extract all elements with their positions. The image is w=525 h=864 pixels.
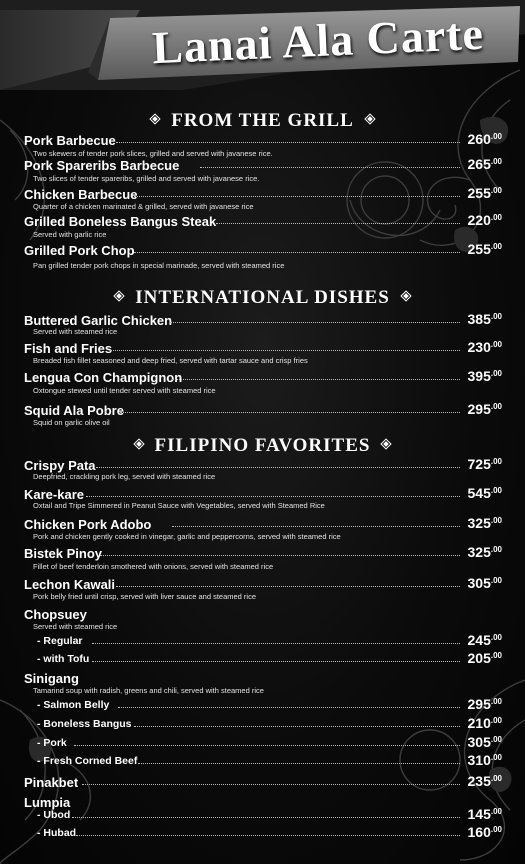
- item-name: Chicken Pork Adobo: [24, 517, 152, 532]
- menu-item: [24, 242, 502, 259]
- item-price: $295^{.00}$: [467, 696, 502, 712]
- item-name: Fish and Fries: [24, 341, 113, 356]
- menu-item: [24, 340, 502, 357]
- item-description: Fillet of beef tenderloin smothered with onions, served with steamed rice: [33, 562, 274, 571]
- menu-item: [24, 516, 502, 533]
- menu-item-variant: [24, 825, 502, 842]
- item-price: $255^{.00}$: [467, 241, 502, 257]
- item-price: $305^{.00}$: [467, 734, 502, 750]
- item-name: Buttered Garlic Chicken: [24, 313, 173, 328]
- item-price: $260^{.00}$: [467, 131, 502, 147]
- item-price: $160^{.00}$: [467, 824, 502, 840]
- menu-item: [24, 157, 502, 174]
- item-description: Served with steamed rice: [33, 327, 118, 336]
- dot-leader: [82, 784, 460, 785]
- item-price: $255^{.00}$: [467, 185, 502, 201]
- dot-leader: [116, 586, 460, 587]
- dot-leader: [134, 726, 460, 727]
- menu-item-variant: [24, 753, 502, 770]
- diamond-icon: [400, 290, 411, 301]
- menu-item-group: [24, 606, 502, 623]
- dot-leader: [74, 745, 460, 746]
- menu-item: [24, 369, 502, 386]
- menu-item: [24, 213, 502, 230]
- item-name: Pork Spareribs Barbecue: [24, 158, 180, 173]
- menu-item-variant: [24, 633, 502, 650]
- item-name: Grilled Pork Chop: [24, 243, 135, 258]
- section-heading-international: INTERNATIONAL DISHES: [0, 287, 525, 309]
- menu-item: [24, 774, 502, 791]
- item-name: Chopsuey: [24, 607, 87, 622]
- item-name: Lengua Con Champignon: [24, 370, 183, 385]
- item-price: $310^{.00}$: [467, 752, 502, 768]
- item-price: $235^{.00}$: [467, 773, 502, 789]
- diamond-icon: [381, 438, 392, 449]
- item-price: $395^{.00}$: [467, 368, 502, 384]
- item-description: Deepfried, crackling pork leg, served with steamed rice: [33, 472, 216, 481]
- dot-leader: [86, 496, 460, 497]
- item-price: $205^{.00}$: [467, 650, 502, 666]
- dot-leader: [200, 167, 460, 168]
- item-name: Grilled Boneless Bangus Steak: [24, 214, 217, 229]
- dot-leader: [172, 526, 460, 527]
- diamond-icon: [150, 113, 161, 124]
- menu-title: Lanai Ala Carte: [151, 7, 485, 74]
- dot-leader: [110, 350, 460, 351]
- item-name: Sinigang: [24, 671, 79, 686]
- item-name: Squid Ala Pobre: [24, 403, 124, 418]
- item-name: Lumpia: [24, 795, 71, 810]
- item-description: Pork and chicken gently cooked in vinegar, garlic and peppercorns, served with steamed rice: [33, 532, 341, 541]
- menu-item: [24, 402, 502, 419]
- section-heading-filipino: FILIPINO FAVORITES: [0, 435, 525, 457]
- menu-item-variant: [24, 807, 502, 824]
- item-description: Served with garlic rice: [33, 230, 107, 239]
- menu-item: [24, 545, 502, 562]
- item-price: $545^{.00}$: [467, 485, 502, 501]
- item-description: Quarter of a chicken marinated & grilled, served with javanese rice: [33, 202, 254, 211]
- variant-name: - Boneless Bangus: [37, 718, 132, 730]
- item-price: $245^{.00}$: [467, 632, 502, 648]
- dot-leader: [72, 817, 460, 818]
- dot-leader: [120, 412, 460, 413]
- dot-leader: [134, 196, 460, 197]
- item-name: Kare-kare: [24, 487, 84, 502]
- dot-leader: [138, 763, 460, 764]
- menu-item-variant: [24, 697, 502, 714]
- variant-name: - Hubad: [37, 827, 77, 839]
- item-name: Lechon Kawali: [24, 577, 116, 592]
- dot-leader: [172, 379, 460, 380]
- variant-name: - Pork: [37, 737, 67, 749]
- item-description: Tamarind soup with radish, greens and chili, served with steamed rice: [33, 686, 264, 695]
- dot-leader: [92, 661, 460, 662]
- item-price: $295^{.00}$: [467, 401, 502, 417]
- item-name: Bistek Pinoy: [24, 546, 103, 561]
- item-price: $325^{.00}$: [467, 544, 502, 560]
- menu-item-variant: [24, 735, 502, 752]
- item-description: Breaded fish fillet seasoned and deep fried, served with tartar sauce and crisp fries: [33, 356, 308, 365]
- menu-item-variant: [24, 716, 502, 733]
- dot-leader: [118, 707, 460, 708]
- item-description: Oxtail and Tripe Simmered in Peanut Sauce with Vegetables, served with Steamed Rice: [33, 501, 325, 510]
- item-description: Pork belly fried until crisp, served with liver sauce and steamed rice: [33, 592, 257, 601]
- diamond-icon: [114, 290, 125, 301]
- variant-name: - with Tofu: [37, 653, 90, 665]
- dot-leader: [76, 835, 460, 836]
- variant-name: - Regular: [37, 635, 83, 647]
- dot-leader: [96, 467, 460, 468]
- menu-item: [24, 132, 502, 149]
- item-name: Pinakbet: [24, 775, 79, 790]
- variant-name: - Fresh Corned Beef: [37, 755, 138, 767]
- item-price: $220^{.00}$: [467, 212, 502, 228]
- item-price: $265^{.00}$: [467, 156, 502, 172]
- dot-leader: [116, 142, 460, 143]
- item-price: $725^{.00}$: [467, 456, 502, 472]
- menu-item: [24, 576, 502, 593]
- item-name: Chicken Barbecue: [24, 187, 138, 202]
- item-description: Squid on garlic olive oil: [33, 418, 110, 427]
- dot-leader: [92, 643, 460, 644]
- dot-leader: [170, 322, 460, 323]
- menu-item-variant: [24, 651, 502, 668]
- diamond-icon: [133, 438, 144, 449]
- section-heading-grill: FROM THE GRILL: [0, 110, 525, 132]
- item-description: Oxtongue stewed until tender served with steamed rice: [33, 386, 216, 395]
- item-name: Pork Barbecue: [24, 133, 116, 148]
- item-description: Two slices of tender spareribs, grilled and served with javanese rice.: [33, 174, 260, 183]
- item-description: Served with steamed rice: [33, 622, 118, 631]
- item-description: Two skewers of tender pork slices, grilled and served with javanese rice.: [33, 149, 273, 158]
- variant-name: - Ubod: [37, 809, 71, 821]
- variant-name: - Salmon Belly: [37, 699, 110, 711]
- diamond-icon: [364, 113, 375, 124]
- item-price: $230^{.00}$: [467, 339, 502, 355]
- dot-leader: [100, 555, 460, 556]
- item-price: $210^{.00}$: [467, 715, 502, 731]
- item-description: Pan grilled tender pork chops in special marinade, served with steamed rice: [33, 261, 285, 270]
- item-name: Crispy Pata: [24, 458, 96, 473]
- dot-leader: [216, 223, 460, 224]
- item-price: $385^{.00}$: [467, 311, 502, 327]
- menu-item: [24, 186, 502, 203]
- dot-leader: [134, 252, 460, 253]
- item-price: $325^{.00}$: [467, 515, 502, 531]
- item-price: $145^{.00}$: [467, 806, 502, 822]
- item-price: $305^{.00}$: [467, 575, 502, 591]
- menu-item-group: [24, 670, 502, 687]
